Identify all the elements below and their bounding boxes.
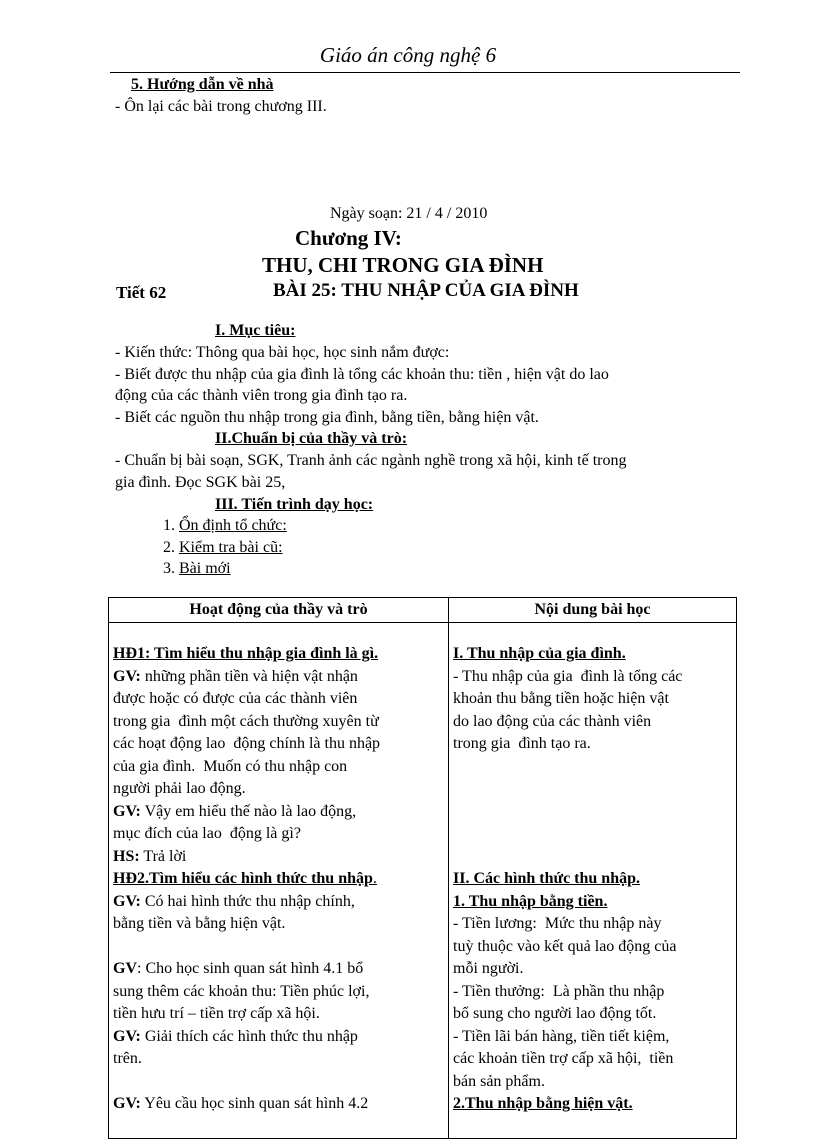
table-cell-line: [113, 688, 444, 711]
homework-line: - Ôn lại các bài trong chương III.: [115, 98, 327, 115]
cell-line-text: Vậy em hiểu thế nào là lao động,: [140, 802, 357, 820]
objective-line: - Biết các nguồn thu nhập trong gia đình, bằng tiền, bằng hiện vật.: [115, 409, 539, 426]
table-cell-line: [453, 936, 732, 959]
cell-line-text: tuỳ thuộc vào kết quả lao động của: [453, 937, 677, 955]
chapter-title: THU, CHI TRONG GIA ĐÌNH: [262, 253, 544, 277]
cell-line-text: được hoặc có được của các thành viên: [113, 690, 358, 707]
page-header-title: Giáo án công nghệ 6: [319, 43, 497, 67]
cell-line-label: GV:: [113, 892, 141, 910]
table-cell-line: [453, 823, 732, 846]
table-cell-line: [453, 1093, 732, 1116]
cell-line-text: bán sản phẩm.: [453, 1072, 545, 1090]
content-lines: [453, 643, 732, 1116]
cell-line-text: bổ sung cho người lao động tốt.: [453, 1005, 657, 1022]
cell-line-text: [453, 825, 457, 842]
table-cell-line: [113, 958, 444, 981]
process-item-number: 3.: [163, 560, 175, 577]
cell-line-text: .: [372, 870, 377, 887]
table-cell-line: [113, 981, 444, 1004]
activity-cell: [109, 623, 449, 1139]
table-cell-line: [453, 1071, 732, 1094]
table-cell-line: [113, 846, 444, 869]
cell-line-text: do lao động của các thành viên: [453, 712, 652, 730]
period-label: Tiết 62: [116, 283, 167, 302]
preparation-line: gia đình. Đọc SGK bài 25,: [115, 474, 286, 491]
preparation-line: - Chuẩn bị bài soạn, SGK, Tranh ảnh các ngành nghề trong xã hội, kinh tế trong: [115, 452, 627, 469]
table-cell-line: [113, 1048, 444, 1071]
process-item: [163, 558, 231, 580]
process-heading: III. Tiến trình dạy học:: [215, 496, 374, 513]
cell-line-label: I. Thu nhập của gia đình.: [453, 645, 626, 662]
cell-line-text: - Tiền thưởng: Là phần thu nhập: [453, 982, 665, 1000]
cell-line-text: trong gia đình tạo ra.: [453, 735, 591, 752]
table-cell-line: [113, 643, 444, 666]
lesson-table: [108, 597, 737, 1139]
header-rule: [110, 72, 740, 73]
table-cell-line: [453, 666, 732, 689]
cell-line-label: 1. Thu nhập bằng tiền.: [453, 892, 608, 910]
table-cell-line: [453, 1003, 732, 1026]
table-cell-line: [453, 868, 732, 891]
cell-line-text: khoản thu bằng tiền hoặc hiện vật: [453, 690, 669, 707]
cell-line-text: [453, 848, 457, 865]
lesson-title: BÀI 25: THU NHẬP CỦA GIA ĐÌNH: [273, 280, 579, 301]
cell-line-text: các khoản tiền trợ cấp xã hội, tiền: [453, 1050, 674, 1067]
cell-line-text: sung thêm các khoản thu: Tiền phúc lợi,: [113, 982, 370, 1000]
table-cell-line: [113, 936, 444, 959]
cell-line-label: HĐ1: Tìm hiểu thu nhập gia đình là gì.: [113, 645, 379, 662]
table-cell-line: [453, 801, 732, 824]
cell-line-text: mỗi người.: [453, 960, 524, 977]
cell-line-label: GV:: [113, 1027, 141, 1045]
content-cell: [449, 623, 737, 1139]
cell-line-text: trên.: [113, 1050, 142, 1067]
table-cell-line: [113, 1093, 444, 1116]
cell-line-text: Yêu cầu học sinh quan sát hình 4.2: [140, 1095, 369, 1112]
table-cell-line: [453, 711, 732, 734]
cell-line-text: - Tiền lãi bán hàng, tiền tiết kiệm,: [453, 1027, 670, 1045]
cell-line-text: [453, 780, 457, 797]
objective-line: - Biết được thu nhập của gia đình là tổng các khoản thu: tiền , hiện vật do lao: [115, 366, 609, 383]
cell-line-label: HĐ2.Tìm hiểu các hình thức thu nhập: [113, 870, 373, 887]
cell-line-text: tiền hưu trí – tiền trợ cấp xã hội.: [113, 1005, 320, 1022]
table-cell-line: [453, 733, 732, 756]
cell-line-label: HS:: [113, 847, 140, 865]
objectives-heading: I. Mục tiêu:: [215, 322, 296, 339]
cell-line-label: 2.Thu nhập bằng hiện vật.: [453, 1095, 633, 1112]
cell-line-label: GV:: [113, 1095, 141, 1112]
cell-line-text: người phải lao động.: [113, 780, 246, 797]
table-cell-line: [453, 688, 732, 711]
cell-line-text: mục đích của lao động là gì?: [113, 825, 301, 842]
table-cell-line: [453, 846, 732, 869]
objective-line: - Kiến thức: Thông qua bài học, học sinh nắm được:: [115, 344, 450, 361]
process-item-text: Ổn định tổ chức:: [179, 517, 287, 534]
process-item-text: Bài mới: [179, 560, 231, 577]
table-cell-line: [113, 1071, 444, 1094]
preparation-heading: II.Chuẩn bị của thầy và trò:: [215, 430, 408, 447]
table-cell-line: [113, 913, 444, 936]
table-cell-line: [453, 1026, 732, 1049]
table-cell-line: [453, 981, 732, 1004]
chapter-label: Chương IV:: [295, 226, 402, 250]
homework-heading: 5. Hướng dẫn về nhà: [131, 76, 274, 93]
cell-line-text: [113, 938, 117, 955]
table-cell-line: [453, 643, 732, 666]
table-cell-line: [453, 1048, 732, 1071]
cell-line-text: - Thu nhập của gia đình là tổng các: [453, 667, 683, 685]
table-cell-line: [113, 778, 444, 801]
cell-line-label: GV:: [113, 667, 141, 685]
cell-line-text: Trả lời: [139, 847, 187, 865]
cell-line-text: các hoạt động lao động chính là thu nhập: [113, 735, 381, 752]
process-item-text: Kiểm tra bài cũ:: [179, 539, 283, 556]
table-cell-line: [113, 666, 444, 689]
table-cell-line: [113, 891, 444, 914]
cell-line-text: [113, 1073, 117, 1090]
cell-line-text: của gia đình. Muốn có thu nhập con: [113, 757, 348, 775]
table-cell-line: [113, 823, 444, 846]
cell-line-text: [453, 758, 457, 775]
cell-line-text: những phần tiền và hiện vật nhận: [140, 667, 358, 685]
cell-line-text: bằng tiền và bằng hiện vật.: [113, 915, 286, 932]
table-header-activity: Hoạt động của thầy và trò: [109, 598, 449, 623]
table-cell-line: [113, 733, 444, 756]
table-cell-line: [113, 868, 444, 891]
table-cell-line: [453, 756, 732, 779]
cell-line-text: Giải thích các hình thức thu nhập: [140, 1027, 358, 1045]
objective-line: động của các thành viên trong gia đình tạo ra.: [115, 387, 408, 404]
cell-line-text: trong gia đình một cách thường xuyên từ: [113, 712, 379, 730]
cell-line-text: [453, 803, 457, 820]
process-item-number: 2.: [163, 539, 175, 556]
cell-line-text: : Cho học sinh quan sát hình 4.1 bổ: [137, 960, 364, 977]
activity-lines: [113, 643, 444, 1116]
table-body-row: [109, 623, 737, 1139]
table-cell-line: [113, 801, 444, 824]
cell-line-text: Có hai hình thức thu nhập chính,: [140, 892, 355, 910]
cell-line-label: II. Các hình thức thu nhập.: [453, 870, 640, 887]
date-line: Ngày soạn: 21 / 4 / 2010: [330, 205, 488, 222]
process-item: [163, 537, 283, 559]
table-header-content: Nội dung bài học: [449, 598, 737, 623]
process-item-number: 1.: [163, 517, 175, 534]
table-cell-line: [453, 778, 732, 801]
table-cell-line: [113, 1026, 444, 1049]
table-cell-line: [453, 958, 732, 981]
table-cell-line: [453, 891, 732, 914]
process-item: [163, 515, 287, 537]
table-cell-line: [113, 711, 444, 734]
table-cell-line: [113, 756, 444, 779]
cell-line-label: GV: [113, 960, 137, 977]
table-header-row: [109, 598, 737, 623]
table-cell-line: [453, 913, 732, 936]
cell-line-label: GV:: [113, 802, 141, 820]
table-cell-line: [113, 1003, 444, 1026]
cell-line-text: - Tiền lương: Mức thu nhập này: [453, 915, 662, 932]
